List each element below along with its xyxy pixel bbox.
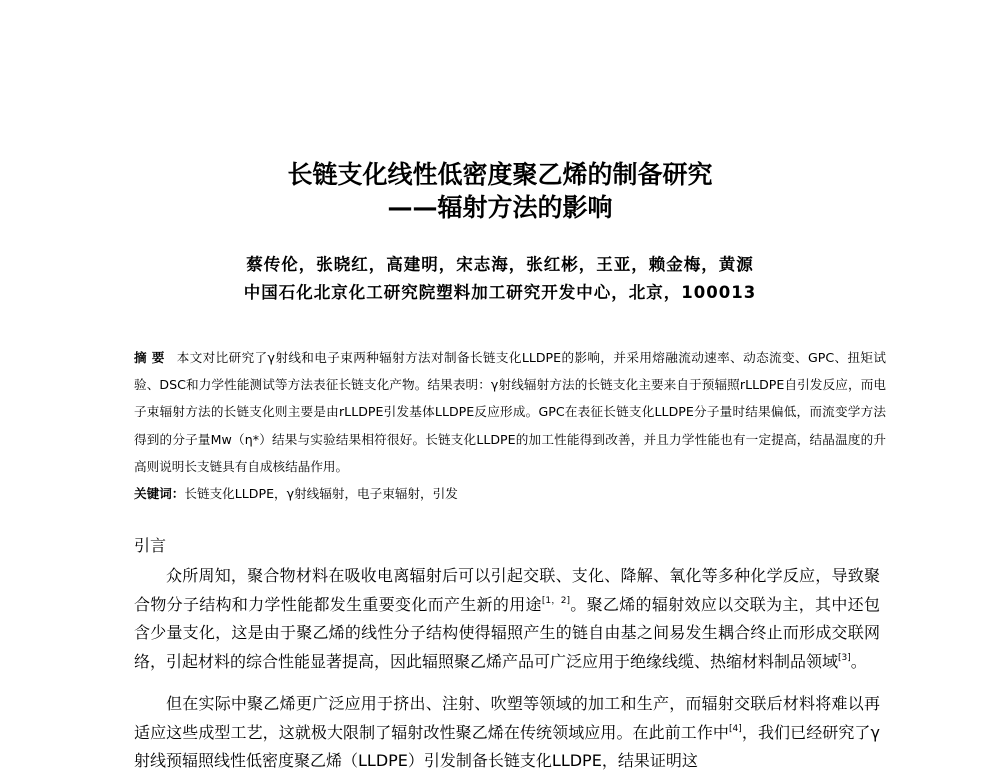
body-paragraph	[134, 690, 880, 776]
paragraph-text: 但在实际中聚乙烯更广泛应用于挤出、注射、吹塑等领域的加工和生产，而辐射交联后材料将难以再适应这些成型工艺，这就极大限制了辐射改性聚乙烯在传统领域应用。在此前工作中	[134, 694, 880, 742]
paragraph-text: 。聚乙烯的辐射效应以交联为主，其中还包含少量支化，这是由于聚乙烯的线性分子结构使得辐照产生的链自由基之间易发生耦合终止而形成交联网络，引起材料的综合性能显著提高，因此辐照聚乙烯产品可广泛应用于绝缘线缆、热缩材料制品领域	[134, 594, 880, 672]
affiliation: 中国石化北京化工研究院塑料加工研究开发中心，北京，100013	[243, 283, 757, 302]
paragraph-text: 。	[850, 652, 867, 672]
paragraph-text: 众所周知，聚合物材料在吸收电离辐射后可以引起交联、支化、降解、氧化等多种化学反应，导致聚合物分子结构和力学性能都发生重要变化而产生新的用途	[134, 566, 880, 614]
citation: [4]	[729, 723, 742, 734]
abstract	[134, 344, 886, 480]
body-paragraph	[134, 562, 880, 677]
citation: [3]	[838, 653, 851, 664]
keywords	[134, 480, 886, 507]
keywords-label: 关键词：	[134, 486, 185, 501]
citation: [1，2]	[541, 595, 570, 606]
abstract-text: 本文对比研究了γ射线和电子束两种辐射方法对制备长链支化LLDPE的影响，并采用熔融流动速率、动态流变、GPC、扭矩试验、DSC和力学性能测试等方法表征长链支化产物。结果表明：γ射线辐射方法的长链支化主要来自于预辐照rLLDPE自引发反应，而电子束辐射方法的长链支化则主要是由rLLDPE引发基体LLDPE反应形成。GPC在表征长链支化LLDPE分子量时结果偏低，而流变学方法得到的分子量Mw（η*）结果与实验结果相符很好。长链支化LLDPE的加工性能得到改善，并且力学性能也有一定提高，结晶温度的升高则说明长支链具有自成核结晶作用。	[134, 350, 886, 474]
section-heading-introduction: 引言	[134, 536, 167, 555]
keywords-text: 长链支化LLDPE，γ射线辐射，电子束辐射，引发	[184, 486, 458, 501]
paper-subtitle: ——辐射方法的影响	[387, 193, 613, 222]
paper-title: 长链支化线性低密度聚乙烯的制备研究	[287, 160, 713, 189]
paragraph-text: ，我们已经研究了γ射线预辐照线性低密度聚乙烯（LLDPE）引发制备长链支化LLDPE，结果证明这	[134, 722, 880, 771]
author-list: 蔡传伦，张晓红，高建明，宋志海，张红彬，王亚，赖金梅，黄源	[246, 255, 754, 274]
abstract-label: 摘 要	[134, 350, 165, 365]
